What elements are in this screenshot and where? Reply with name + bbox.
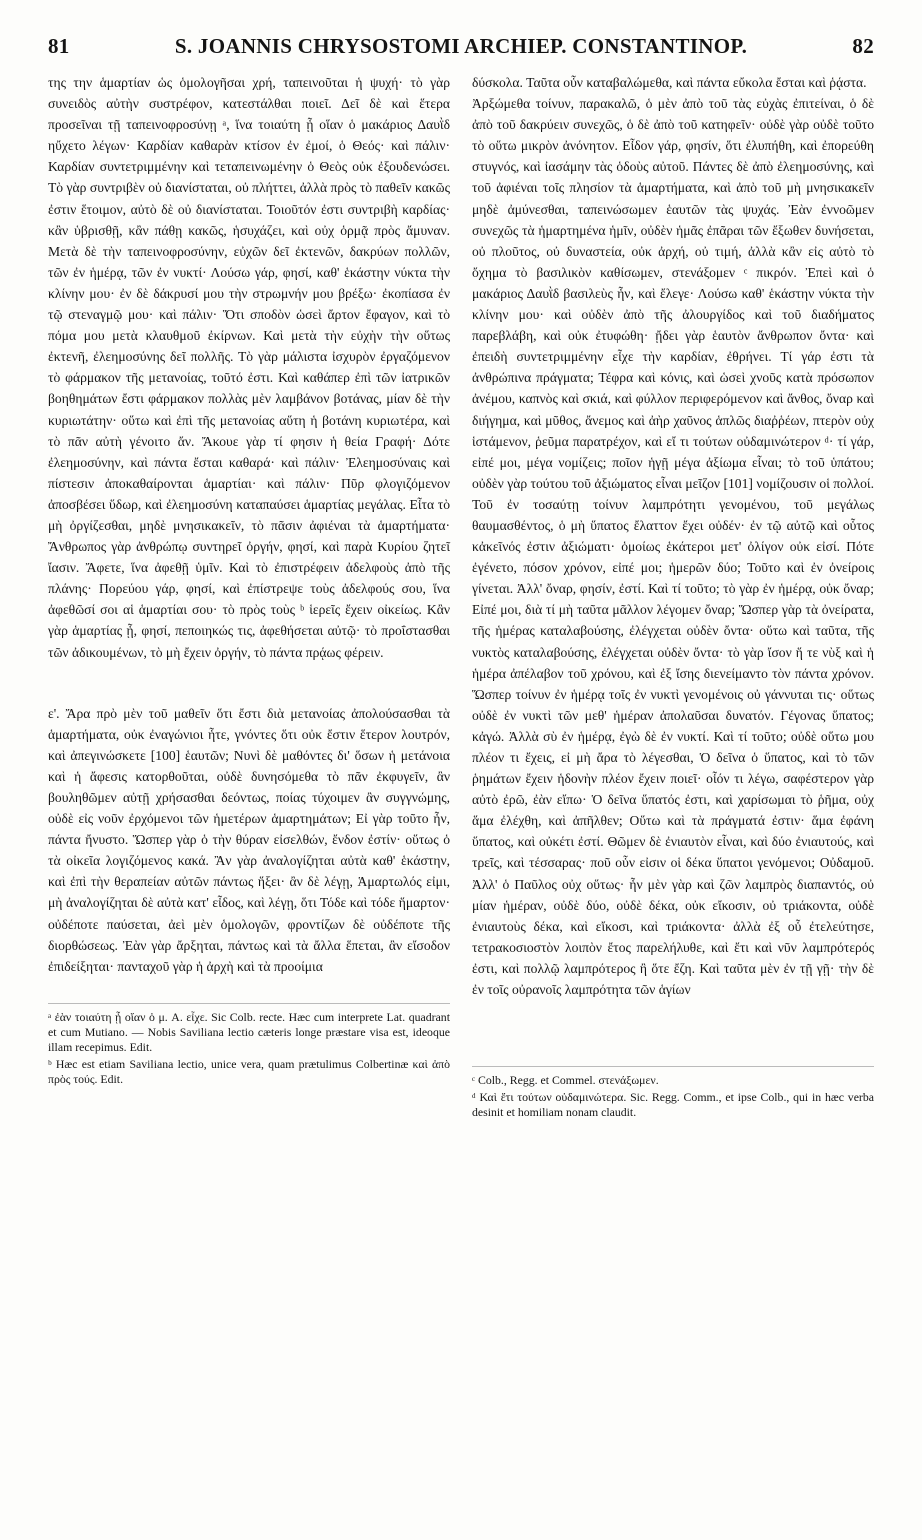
page-number-right: 82	[852, 34, 874, 58]
right-footnotes	[472, 1066, 874, 1120]
text-columns	[48, 72, 874, 1122]
footnote-a: ᵃ ἐὰν τοιαύτη ᾖ οἵαν ὁ μ. A. εἶχε. Sic Colb. recte. Hæc cum interprete Lat. quadrant et cum Mutiano. — Nobis Saviliana lectio cæteris longe præstare visa est, ideoque illam recepimus. Edit.	[48, 1009, 450, 1054]
left-body	[48, 72, 450, 977]
page-number-left: 81	[48, 34, 70, 58]
left-paragraph-1: της την ἁμαρτίαν ὡς ὁμολογῆσαι χρή, ταπεινοῦται ἡ ψυχή· τὸ γὰρ συνειδὸς αὐτὴν συστρέφον, κατεστάλθαι ποιεῖ. Δεῖ δὲ καὶ ἕτερα προσεῖναι τῇ ταπεινοφροσύνῃ ᵃ, ἵνα τοιαύτη ᾖ οἵαν ὁ μακάριος Δαυῒδ ηὔχετο λέγων· Καρδίαν καθαρὰν κτίσον ἐν ἐμοί, ὁ Θεός· καὶ πάλιν· Καρδίαν συντετριμμένην καὶ τεταπεινωμένην ὁ Θεὸς οὐκ ἐξουδενώσει. Τὸ γὰρ συντριβὲν οὐ διανίσταται, οὐ πλήττει, ἀλλὰ πρὸς τὸ παθεῖν κακῶς ἐστιν ἕτοιμον, αὐτὸ δὲ οὐ διανίσταται. Τοιοῦτόν ἐστι συντριβὴ καρδίας· κἂν ὑβρισθῇ, κἂν πάθῃ κακῶς, ἡσυχάζει, καὶ οὐχ ὁρμᾷ πρὸς ἄμυναν. Μετὰ δὲ τὴν ταπεινοφροσύνην, εὐχῶν δεῖ ἐκτενῶν, δακρύων πολλῶν, τῶν ἐν ἡμέρᾳ, τῶν ἐν νυκτί· Λούσω γάρ, φησί, καθ' ἑκάστην νύκτα τὴν κλίνην μου· ἐν δὲ δάκρυσί μου τὴν στρωμνήν μου βρέξω· ἐκοπίασα ἐν τῷ στεναγμῷ μου· καὶ πάλιν· Ὅτι σποδὸν ὡσεὶ ἄρτον ἔφαγον, καὶ τὸ πόμα μου μετὰ κλαυθμοῦ ἐκίρνων. Καὶ μετὰ τὴν εὐχὴν τὴν οὕτως ἐκτενῆ, ἐλεημοσύνης δεῖ πολλῆς. Τὸ γὰρ μάλιστα ἰσχυρὸν ἐργαζόμενον τὸ φάρμακον τῆς μετανοίας, τοῦτό ἐστι. Καὶ καθάπερ ἐπὶ τῶν ἰατρικῶν βοηθημάτων ἔστι φάρμακον πολλὰς μὲν λαμβάνον βοτάνας, μίαν δὲ τὴν κυριωτάτην· οὕτω καὶ ἐπὶ τῆς μετανοίας αὕτη ἡ βοτάνη κυριωτέρα, καὶ τὸ πᾶν αὐτὴ γένοιτο ἄν. Ἄκουε γὰρ τί φησιν ἡ θεία Γραφή· Δότε ἐλεημοσύνην, καὶ πάντα ἔσται καθαρά· καὶ πάλιν· Ἐλεημοσύναις καὶ πίστεσιν ἀποκαθαίρονται ἁμαρτίαι· καὶ πάλιν· Πῦρ φλογιζόμενον ἀποσβέσει ὕδωρ, καὶ ἐλεημοσύνη καταπαύσει ἁμαρτίας μεγάλας. Εἶτα τὸ μὴ ὀργίζεσθαι, μηδὲ μνησικακεῖν, τὸ πᾶσιν ἀφιέναι τὰ ἁμαρτήματα· Ἄνθρωπος γὰρ ἀνθρώπῳ συντηρεῖ ὀργήν, φησί, καὶ παρὰ Κυρίου ζητεῖ ἴασιν. Ἄφετε, ἵνα ἀφεθῇ ὑμῖν. Καὶ τὸ ἐπιστρέφειν ἀδελφοὺς ἀπὸ τῆς πλάνης· Πορεύου γάρ, φησί, καὶ ἐπίστρεψε τοὺς ἀδελφούς σου, ἵνα ἀφεθῶσί σοι αἱ ἁμαρτίαι σου· τὸ πρὸς τοὺς ᵇ ἱερεῖς ἔχειν οἰκείως. Κἂν γὰρ ἁμαρτίας ᾖ, φησί, πεποιηκώς τις, ἀφεθήσεται αὐτῷ· τὸ προΐστασθαι τῶν ἀδικουμένων, τὸ μὴ ἔχειν ὀργήν, τὸ πάντα πρᾴως φέρειν.	[48, 75, 450, 660]
footnote-c: ᶜ Colb., Regg. et Commel. στενάξωμεν.	[472, 1073, 659, 1088]
right-column	[472, 72, 874, 1122]
running-header	[48, 34, 874, 68]
running-title: S. JOANNIS CHRYSOSTOMI ARCHIEP. CONSTANTINOP.	[174, 34, 748, 58]
footnote-b: ᵇ Hæc est etiam Saviliana lectio, unice vera, quam prætulimus Colbertinæ καὶ ἀπὸ πρὸς τούς. Edit.	[48, 1056, 450, 1086]
right-body	[472, 72, 874, 1000]
left-paragraph-2: ε'. Ἄρα πρὸ μὲν τοῦ μαθεῖν ὅτι ἔστι διὰ μετανοίας ἀπολούσασθαι τὰ ἁμαρτήματα, οὐκ ἐναγώνιοι ἦτε, γνόντες ὅτι οὐκ ἔστιν ἕτερον λουτρόν, καὶ ἀπεγινώσκετε [100] ἑαυτῶν; Νυνὶ δὲ μαθόντες δι' ὅσων ἡ μετάνοια καὶ ἡ ἄφεσις κατορθοῦται, οὐδὲ δυνησόμεθα τὸ πᾶν ἐκφυγεῖν, ἂν βουληθῶμεν αὐτῇ χρήσασθαι δεόντως, ποίας τύχοιμεν ἂν συγγνώμης, οὐδὲ εἰς νοῦν ἐρχόμενοι τῶν ἡμετέρων ἁμαρτημάτων; Εἰ γὰρ τοῦτο ἦν, πάντα ἤνυστο. Ὥσπερ γὰρ ὁ τὴν θύραν εἰσελθών, ἔνδον ἐστίν· οὕτως ὁ τὰ οἰκεῖα λογιζόμενος κακά. Ἂν γὰρ ἀναλογίζηται αὐτὰ καθ' ἑκάστην, καὶ ἐπὶ τὴν θεραπείαν αὐτῶν πάντως ἥξει· ἂν δὲ λέγῃ, Ἁμαρτωλός εἰμι, μὴ ἀναλογίζηται δὲ αὐτὰ κατ' εἶδος, καὶ λέγῃ, ὅτι Τόδε καὶ τόδε ἥμαρτον· οὐδέποτε παύσεται, ἀεὶ μὲν ὁμολογῶν, φροντίζων δὲ οὐδέποτε τῆς διορθώσεως. Ἐὰν γὰρ ἄρξηται, πάντως καὶ τὰ ἄλλα ἕπεται, ἂν εἴσοδον ἐπιδείξηται· πανταχοῦ γὰρ ἡ ἀρχὴ καὶ τὰ προοίμια	[48, 705, 450, 974]
left-column	[48, 72, 450, 1122]
right-paragraph-2: Ἀρξώμεθα τοίνυν, παρακαλῶ, ὁ μὲν ἀπὸ τοῦ τὰς εὐχὰς ἐπιτείναι, ὁ δὲ ἀπὸ τοῦ δακρύειν συνεχῶς, ὁ δὲ ἀπὸ τοῦ κατηφεῖν· οὐδὲ γὰρ οὐδὲ τοῦτο τὸ οὕτω μικρὸν ἀνόνητον. Εἶδον γάρ, φησίν, ὅτι ἐλυπήθη, καὶ ἐπορεύθη στυγνός, καὶ ἰασάμην τὰς ὁδοὺς αὐτοῦ. Πάντες δὲ ἀπὸ ἐλεημοσύνης, καὶ τοῦ ἀφιέναι τοῖς πλησίον τὰ ἁμαρτήματα, καὶ ἀπὸ τοῦ μὴ μνησικακεῖν μηδὲ ἀμύνεσθαι, ταπεινώσωμεν ἑαυτῶν τὰς ψυχάς. Ἐὰν ἐννοῶμεν συνεχῶς τὰ ἡμαρτημένα ἡμῖν, οὐδὲν ἡμᾶς ἐπᾶραι τῶν ἔξωθεν δυνήσεται, οὐ πλοῦτος, οὐ δυναστεία, οὐκ ἀρχή, οὐ τιμή, ἀλλὰ κἂν εἰς αὐτὸ τὸ ὄχημα τὸ βασιλικὸν καθίσωμεν, στενάξομεν ᶜ πικρόν. Ἐπεὶ καὶ ὁ μακάριος Δαυῒδ βασιλεὺς ἦν, καὶ ἔλεγε· Λούσω καθ' ἑκάστην νύκτα τὴν κλίνην μου· καὶ οὐδὲν ἀπὸ τῆς ἀλουργίδος καὶ τοῦ διαδήματος παρεβλάβη, καὶ οὐκ ἐτυφώθη· ᾔδει γὰρ ἑαυτὸν ἄνθρωπον ὄντα· καὶ ἐπειδὴ συντετριμμένην εἶχε τὴν καρδίαν, ἐθρήνει. Τί γάρ ἐστι τὰ ἀνθρώπινα πράγματα; Τέφρα καὶ κόνις, καὶ ὡσεὶ χνοῦς κατὰ πρόσωπον ἀνέμου, καπνὸς καὶ σκιά, καὶ φύλλον περιφερόμενον καὶ ἄνθος, ὄναρ καὶ διήγημα, καὶ μῦθος, ἄνεμος καὶ ἀὴρ χαῦνος ἁπλῶς διαῤῥέων, πτερὸν οὐχ ἱστάμενον, ῥεῦμα παρατρέχον, καὶ εἴ τι τούτων οὐδαμινώτερον ᵈ· τί γάρ, εἰπέ μοι, μέγα νομίζεις; ποῖον ἡγῇ μέγα ἀξίωμα εἶναι; τὸ τοῦ ὑπάτου; οὐδὲν γὰρ τούτου τοῦ ἀξιώματος εἶναι μεῖζον [101] νομίζουσιν οἱ πολλοί. Τοῦ ἐν τοσαύτῃ τοίνυν λαμπρότητι γενομένου, τοῦ μεγάλως θαυμασθέντος, ὁ μὴ ὕπατος ἔλαττον ἔχει οὐδέν· ἐν τῷ αὐτῷ καὶ οὗτος κἀκεῖνός ἐστιν ἀξιώματι· ὁμοίως ἑκάτεροι μετ' ὀλίγον οὐκ εἰσί. Πότε ἐγένετο, πόσον χρόνον, εἰπέ μοι; ἡμερῶν δύο; Τοῦτο καὶ ἐν ὀνείροις γίνεται. Ἀλλ' ὄναρ, φησίν, ἐστί. Καὶ τί τοῦτο; τὸ γὰρ ἐν ἡμέρᾳ, οὐκ ὄναρ; Εἰπέ μοι, διὰ τί μὴ ταῦτα μᾶλλον λέγομεν ὄναρ; Ὥσπερ γὰρ τὰ ὀνείρατα, τῆς ἡμέρας καταλαβούσης, ἐλέγχεται οὐδὲν ὄντα· οὕτω καὶ ταῦτα, τῆς νυκτὸς καταλαβούσης, ἐλέγχεται οὐδὲν ὄντα· τὸ γὰρ ἴσον ἥ τε νὺξ καὶ ἡ ἡμέρα ἀπέλαβον τοῦ χρόνου, καὶ ἐξ ἴσης διενείμαντο τὸν πάντα χρόνον. Ὥσπερ τοίνυν ἐν ἡμέρᾳ τοῖς ἐν νυκτὶ γενομένοις οὐ γάννυται τις· οὕτως οὐδὲ ἐν νυκτὶ τῶν μεθ' ἡμέραν ἀπολαῦσαι δυνατόν. Γέγονας ὕπατος; κἀγώ. Ἀλλὰ σὺ ἐν ἡμέρᾳ, ἐγὼ δὲ ἐν νυκτί. Καὶ τί τοῦτο; οὐδὲ οὕτω μου πλέον τι ἔχεις, εἰ μὴ ἄρα τὸ λέγεσθαι, Ὁ δεῖνα ὁ ὕπατος, καὶ τὸ τῶν ῥημάτων ἔχειν ἡδονὴν πλέον ἔχειν ποιεῖ· οἷόν τι λέγω, σαφέστερον γὰρ αὐτὸ ἐρῶ, ἐὰν εἴπω· Ὁ δεῖνα ὕπατός ἐστι, καὶ χαρίσωμαι τὸ ῥῆμα, οὐχ ἅμα ἐλέχθη, καὶ ἀπῆλθεν; Οὕτω καὶ τὰ πράγματά ἐστιν· ἅμα ἐφάνη ὕπατος, καὶ οὐκέτι ἐστί. Θῶμεν δὲ ἐνιαυτὸν εἶναι, καὶ δύο ἐνιαυτούς, καὶ τρεῖς, καὶ τέσσαρας· ποῦ οὗν εἰσιν οἱ δέκα ὕπατοι γενόμενοι; Οὐδαμοῦ. Ἀλλ' ὁ Παῦλος οὐχ οὕτως· ἦν μὲν γὰρ καὶ ζῶν λαμπρὸς διαπαντός, οὐ μίαν ἡμέραν, οὐδὲ δύο, οὐδὲ δέκα, οὐκ εἴκοσιν, οὐ τριάκοντα, οὐδὲ ἐνιαυτοὺς δέκα, καὶ εἴκοσι, καὶ τριάκοντα· ἀλλὰ ἐξ οὗ ἐτελεύτησε, τετρακοσιοστὸν λοιπὸν ἔτος παρελήλυθε, καὶ ἔτι καὶ νῦν λαμπρότερός ἐστι, καὶ πολλῷ λαμπρότερος ἢ ὅτε ἔζη. Καὶ ταῦτα μὲν ἐν τῇ γῇ· τὴν δὲ ἐν τοῖς οὐρανοῖς λαμπρότητα τῶν ἁγίων	[472, 96, 874, 998]
left-footnotes	[48, 1003, 450, 1087]
right-paragraph-1: δύσκολα. Ταῦτα οὖν καταβαλώμεθα, καὶ πάντα εὔκολα ἔσται καὶ ῥᾴστα.	[472, 75, 867, 90]
footnote-d: ᵈ Καὶ ἔτι τούτων οὐδαμινώτερα. Sic. Regg. Comm., et ipse Colb., qui in hæc verba desinit et homiliam nonam claudit.	[472, 1090, 874, 1120]
